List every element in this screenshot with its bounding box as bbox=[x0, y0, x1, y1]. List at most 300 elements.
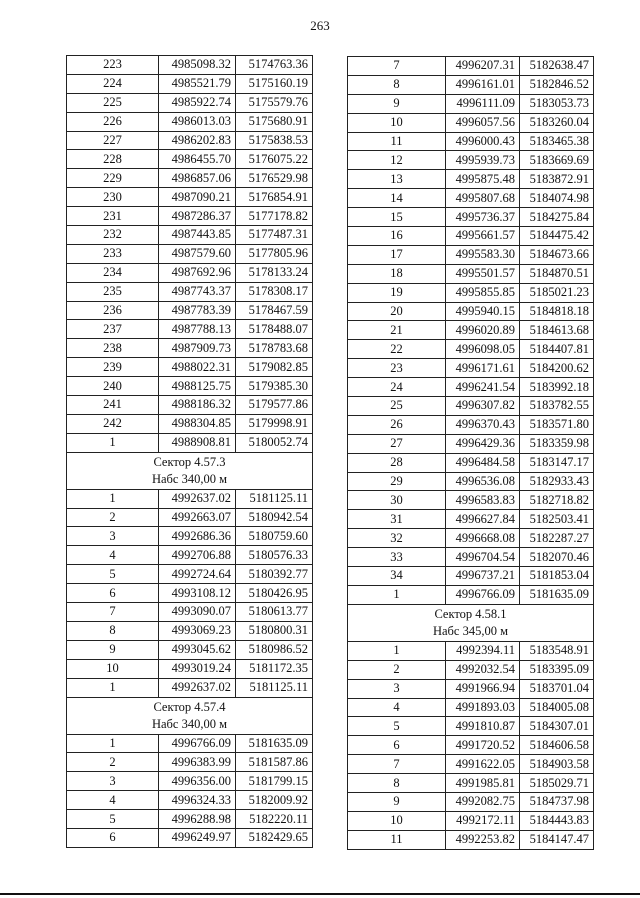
coordinate-x: 4996627.84 bbox=[446, 510, 520, 529]
coordinate-y: 5182429.65 bbox=[236, 828, 313, 847]
point-number: 17 bbox=[348, 245, 446, 264]
table-row bbox=[348, 774, 594, 793]
coordinate-y: 5180800.31 bbox=[236, 621, 313, 640]
table-row bbox=[348, 585, 594, 604]
coordinate-y: 5175160.19 bbox=[236, 74, 313, 93]
table-row bbox=[67, 565, 313, 584]
coordinate-x: 4996020.89 bbox=[446, 321, 520, 340]
point-number: 2 bbox=[348, 660, 446, 679]
table-row bbox=[67, 56, 313, 75]
point-number: 1 bbox=[348, 585, 446, 604]
coordinate-x: 4993090.07 bbox=[159, 603, 236, 622]
table-row bbox=[67, 320, 313, 339]
coordinate-x: 4991966.94 bbox=[446, 679, 520, 698]
coordinate-y: 5176854.91 bbox=[236, 188, 313, 207]
coordinate-y: 5184606.58 bbox=[520, 736, 594, 755]
coordinate-x: 4995855.85 bbox=[446, 283, 520, 302]
coordinate-y: 5182718.82 bbox=[520, 491, 594, 510]
coordinate-y: 5180426.95 bbox=[236, 584, 313, 603]
coordinate-y: 5182933.43 bbox=[520, 472, 594, 491]
coordinate-y: 5178783.68 bbox=[236, 339, 313, 358]
sector-title: Сектор 4.57.4 bbox=[153, 699, 226, 714]
point-number: 226 bbox=[67, 112, 159, 131]
sector-header-row bbox=[348, 604, 594, 641]
coordinate-y: 5185021.23 bbox=[520, 283, 594, 302]
point-number: 18 bbox=[348, 264, 446, 283]
point-number: 24 bbox=[348, 378, 446, 397]
coordinate-x: 4996241.54 bbox=[446, 378, 520, 397]
coordinate-y: 5181635.09 bbox=[520, 585, 594, 604]
coordinate-x: 4996484.58 bbox=[446, 453, 520, 472]
coordinate-y: 5175579.76 bbox=[236, 93, 313, 112]
sector-height: Набс 345,00 м bbox=[432, 623, 509, 638]
table-row bbox=[348, 698, 594, 717]
table-row bbox=[67, 263, 313, 282]
coordinate-x: 4992082.75 bbox=[446, 792, 520, 811]
table-row bbox=[67, 150, 313, 169]
coordinate-y: 5180759.60 bbox=[236, 527, 313, 546]
table-row bbox=[348, 755, 594, 774]
coordinate-x: 4992637.02 bbox=[159, 489, 236, 508]
coordinate-x: 4993069.23 bbox=[159, 621, 236, 640]
coordinate-y: 5179385.30 bbox=[236, 377, 313, 396]
coordinate-y: 5178467.59 bbox=[236, 301, 313, 320]
point-number: 234 bbox=[67, 263, 159, 282]
table-row bbox=[348, 415, 594, 434]
coordinate-x: 4992253.82 bbox=[446, 830, 520, 849]
coordinate-y: 5179998.91 bbox=[236, 414, 313, 433]
table-row bbox=[348, 321, 594, 340]
coordinate-y: 5183872.91 bbox=[520, 170, 594, 189]
coordinate-y: 5181125.11 bbox=[236, 489, 313, 508]
coordinate-y: 5177805.96 bbox=[236, 244, 313, 263]
coordinate-y: 5183571.80 bbox=[520, 415, 594, 434]
table-row bbox=[67, 226, 313, 245]
sector-height: Набс 340,00 м bbox=[151, 716, 228, 731]
coordinate-x: 4991810.87 bbox=[446, 717, 520, 736]
coordinate-x: 4985521.79 bbox=[159, 74, 236, 93]
coordinate-x: 4992637.02 bbox=[159, 678, 236, 697]
point-number: 227 bbox=[67, 131, 159, 150]
coordinate-y: 5175838.53 bbox=[236, 131, 313, 150]
coordinate-x: 4993045.62 bbox=[159, 640, 236, 659]
coordinate-y: 5183053.73 bbox=[520, 94, 594, 113]
point-number: 230 bbox=[67, 188, 159, 207]
table-row bbox=[348, 641, 594, 660]
coordinate-x: 4996668.08 bbox=[446, 529, 520, 548]
coordinate-x: 4995875.48 bbox=[446, 170, 520, 189]
coordinate-x: 4996536.08 bbox=[446, 472, 520, 491]
table-row bbox=[348, 151, 594, 170]
coordinate-y: 5181587.86 bbox=[236, 753, 313, 772]
coordinate-x: 4987783.39 bbox=[159, 301, 236, 320]
table-row bbox=[348, 830, 594, 849]
point-number: 16 bbox=[348, 227, 446, 246]
table-row bbox=[67, 169, 313, 188]
coordinate-x: 4995583.30 bbox=[446, 245, 520, 264]
table-row bbox=[348, 75, 594, 94]
coordinate-y: 5182846.52 bbox=[520, 75, 594, 94]
table-row bbox=[67, 433, 313, 452]
coordinate-x: 4996324.33 bbox=[159, 791, 236, 810]
table-row bbox=[67, 621, 313, 640]
coordinate-y: 5184074.98 bbox=[520, 189, 594, 208]
coordinate-x: 4996171.61 bbox=[446, 359, 520, 378]
point-number: 1 bbox=[348, 641, 446, 660]
point-number: 238 bbox=[67, 339, 159, 358]
point-number: 26 bbox=[348, 415, 446, 434]
point-number: 3 bbox=[348, 679, 446, 698]
point-number: 233 bbox=[67, 244, 159, 263]
point-number: 30 bbox=[348, 491, 446, 510]
coordinate-y: 5182503.41 bbox=[520, 510, 594, 529]
coordinate-y: 5183465.38 bbox=[520, 132, 594, 151]
point-number: 241 bbox=[67, 396, 159, 415]
coordinate-x: 4996766.09 bbox=[446, 585, 520, 604]
point-number: 10 bbox=[67, 659, 159, 678]
coordinate-x: 4996383.99 bbox=[159, 753, 236, 772]
table-row bbox=[67, 791, 313, 810]
coordinate-x: 4991985.81 bbox=[446, 774, 520, 793]
coordinate-y: 5182220.11 bbox=[236, 810, 313, 829]
point-number: 224 bbox=[67, 74, 159, 93]
point-number: 27 bbox=[348, 434, 446, 453]
table-row bbox=[348, 113, 594, 132]
point-number: 9 bbox=[348, 792, 446, 811]
coordinate-y: 5183395.09 bbox=[520, 660, 594, 679]
table-row bbox=[348, 264, 594, 283]
coordinate-x: 4992686.36 bbox=[159, 527, 236, 546]
table-row bbox=[67, 753, 313, 772]
table-row bbox=[348, 378, 594, 397]
coordinate-y: 5175680.91 bbox=[236, 112, 313, 131]
coordinate-x: 4987443.85 bbox=[159, 226, 236, 245]
coordinate-y: 5184200.62 bbox=[520, 359, 594, 378]
coordinate-y: 5180942.54 bbox=[236, 508, 313, 527]
table-row bbox=[67, 772, 313, 791]
coordinate-y: 5184673.66 bbox=[520, 245, 594, 264]
sector-header bbox=[67, 452, 313, 489]
coordinate-y: 5178488.07 bbox=[236, 320, 313, 339]
table-row bbox=[67, 74, 313, 93]
coordinate-x: 4996249.97 bbox=[159, 828, 236, 847]
table-row bbox=[348, 529, 594, 548]
coordinate-y: 5176075.22 bbox=[236, 150, 313, 169]
coordinate-x: 4995939.73 bbox=[446, 151, 520, 170]
point-number: 11 bbox=[348, 830, 446, 849]
point-number: 25 bbox=[348, 397, 446, 416]
table-row bbox=[67, 828, 313, 847]
point-number: 8 bbox=[348, 75, 446, 94]
table-row bbox=[67, 810, 313, 829]
coordinate-y: 5178308.17 bbox=[236, 282, 313, 301]
point-number: 232 bbox=[67, 226, 159, 245]
coordinate-x: 4996098.05 bbox=[446, 340, 520, 359]
coordinate-x: 4996161.01 bbox=[446, 75, 520, 94]
point-number: 7 bbox=[348, 755, 446, 774]
point-number: 12 bbox=[348, 151, 446, 170]
coordinate-x: 4985098.32 bbox=[159, 56, 236, 75]
coordinate-y: 5181799.15 bbox=[236, 772, 313, 791]
point-number: 21 bbox=[348, 321, 446, 340]
coordinate-y: 5183669.69 bbox=[520, 151, 594, 170]
table-row bbox=[348, 679, 594, 698]
coordinate-x: 4988908.81 bbox=[159, 433, 236, 452]
point-number: 6 bbox=[67, 584, 159, 603]
coordinate-x: 4986202.83 bbox=[159, 131, 236, 150]
point-number: 22 bbox=[348, 340, 446, 359]
table-row bbox=[348, 283, 594, 302]
coordinate-y: 5182009.92 bbox=[236, 791, 313, 810]
point-number: 229 bbox=[67, 169, 159, 188]
sector-header-row bbox=[67, 452, 313, 489]
point-number: 228 bbox=[67, 150, 159, 169]
coordinate-x: 4996737.21 bbox=[446, 567, 520, 586]
point-number: 33 bbox=[348, 548, 446, 567]
point-number: 239 bbox=[67, 358, 159, 377]
coordinate-x: 4993108.12 bbox=[159, 584, 236, 603]
coordinate-y: 5184307.01 bbox=[520, 717, 594, 736]
coordinate-x: 4988186.32 bbox=[159, 396, 236, 415]
coordinate-x: 4996583.83 bbox=[446, 491, 520, 510]
point-number: 5 bbox=[67, 565, 159, 584]
coordinate-x: 4996429.36 bbox=[446, 434, 520, 453]
point-number: 2 bbox=[67, 753, 159, 772]
point-number: 11 bbox=[348, 132, 446, 151]
table-row bbox=[67, 640, 313, 659]
point-number: 13 bbox=[348, 170, 446, 189]
point-number: 10 bbox=[348, 113, 446, 132]
coordinate-x: 4996356.00 bbox=[159, 772, 236, 791]
coordinate-x: 4996288.98 bbox=[159, 810, 236, 829]
table-row bbox=[67, 112, 313, 131]
coordinate-x: 4995501.57 bbox=[446, 264, 520, 283]
table-row bbox=[348, 94, 594, 113]
point-number: 9 bbox=[348, 94, 446, 113]
point-number: 7 bbox=[67, 603, 159, 622]
coordinate-y: 5181853.04 bbox=[520, 567, 594, 586]
coordinate-y: 5184407.81 bbox=[520, 340, 594, 359]
coordinate-x: 4986857.06 bbox=[159, 169, 236, 188]
point-number: 31 bbox=[348, 510, 446, 529]
coordinate-y: 5182287.27 bbox=[520, 529, 594, 548]
coordinate-y: 5182638.47 bbox=[520, 57, 594, 76]
point-number: 1 bbox=[67, 678, 159, 697]
coordinate-y: 5178133.24 bbox=[236, 263, 313, 282]
coordinate-x: 4992172.11 bbox=[446, 811, 520, 830]
point-number: 29 bbox=[348, 472, 446, 491]
coordinate-y: 5177487.31 bbox=[236, 226, 313, 245]
point-number: 23 bbox=[348, 359, 446, 378]
coordinate-y: 5184870.51 bbox=[520, 264, 594, 283]
coordinate-x: 4995661.57 bbox=[446, 227, 520, 246]
point-number: 225 bbox=[67, 93, 159, 112]
point-number: 20 bbox=[348, 302, 446, 321]
point-number: 4 bbox=[67, 791, 159, 810]
point-number: 9 bbox=[67, 640, 159, 659]
point-number: 4 bbox=[67, 546, 159, 565]
sector-header bbox=[67, 697, 313, 734]
table-row bbox=[348, 340, 594, 359]
point-number: 2 bbox=[67, 508, 159, 527]
coordinate-x: 4991720.52 bbox=[446, 736, 520, 755]
table-row bbox=[348, 227, 594, 246]
coordinate-y: 5181172.35 bbox=[236, 659, 313, 678]
table-row bbox=[348, 434, 594, 453]
point-number: 28 bbox=[348, 453, 446, 472]
point-number: 1 bbox=[67, 433, 159, 452]
point-number: 223 bbox=[67, 56, 159, 75]
coordinate-y: 5183147.17 bbox=[520, 453, 594, 472]
coordinate-y: 5184005.08 bbox=[520, 698, 594, 717]
point-number: 14 bbox=[348, 189, 446, 208]
point-number: 3 bbox=[67, 772, 159, 791]
point-number: 19 bbox=[348, 283, 446, 302]
coordinate-y: 5181125.11 bbox=[236, 678, 313, 697]
table-row bbox=[67, 358, 313, 377]
coordinate-y: 5180986.52 bbox=[236, 640, 313, 659]
coordinate-y: 5184737.98 bbox=[520, 792, 594, 811]
table-row bbox=[348, 660, 594, 679]
coordinate-y: 5180392.77 bbox=[236, 565, 313, 584]
coordinate-y: 5183782.55 bbox=[520, 397, 594, 416]
coordinate-y: 5183260.04 bbox=[520, 113, 594, 132]
table-row bbox=[67, 282, 313, 301]
coordinate-y: 5177178.82 bbox=[236, 207, 313, 226]
point-number: 237 bbox=[67, 320, 159, 339]
coordinate-x: 4991622.05 bbox=[446, 755, 520, 774]
coordinate-y: 5179082.85 bbox=[236, 358, 313, 377]
table-row bbox=[67, 659, 313, 678]
table-row bbox=[348, 567, 594, 586]
coordinate-x: 4996704.54 bbox=[446, 548, 520, 567]
table-row bbox=[348, 510, 594, 529]
sector-header-row bbox=[67, 697, 313, 734]
coordinate-x: 4988022.31 bbox=[159, 358, 236, 377]
sector-height: Набс 340,00 м bbox=[151, 471, 228, 486]
point-number: 235 bbox=[67, 282, 159, 301]
coordinate-x: 4988125.75 bbox=[159, 377, 236, 396]
coordinate-x: 4987579.60 bbox=[159, 244, 236, 263]
table-row bbox=[348, 792, 594, 811]
table-row bbox=[348, 208, 594, 227]
point-number: 5 bbox=[67, 810, 159, 829]
coordinate-x: 4987909.73 bbox=[159, 339, 236, 358]
coordinate-y: 5184475.42 bbox=[520, 227, 594, 246]
coordinate-x: 4992663.07 bbox=[159, 508, 236, 527]
table-row bbox=[67, 508, 313, 527]
point-number: 236 bbox=[67, 301, 159, 320]
coordinate-y: 5184147.47 bbox=[520, 830, 594, 849]
coordinate-y: 5184613.68 bbox=[520, 321, 594, 340]
point-number: 231 bbox=[67, 207, 159, 226]
table-row bbox=[348, 548, 594, 567]
coordinate-y: 5176529.98 bbox=[236, 169, 313, 188]
table-row bbox=[67, 188, 313, 207]
coordinate-x: 4987743.37 bbox=[159, 282, 236, 301]
coordinate-x: 4987286.37 bbox=[159, 207, 236, 226]
table-row bbox=[67, 414, 313, 433]
coordinate-x: 4986455.70 bbox=[159, 150, 236, 169]
coordinate-y: 5184818.18 bbox=[520, 302, 594, 321]
table-row bbox=[67, 396, 313, 415]
point-number: 5 bbox=[348, 717, 446, 736]
table-row bbox=[67, 678, 313, 697]
coordinate-x: 4995736.37 bbox=[446, 208, 520, 227]
point-number: 4 bbox=[348, 698, 446, 717]
coordinate-x: 4985922.74 bbox=[159, 93, 236, 112]
coordinate-x: 4992724.64 bbox=[159, 565, 236, 584]
table-row bbox=[348, 397, 594, 416]
coordinate-x: 4992706.88 bbox=[159, 546, 236, 565]
coordinate-x: 4992394.11 bbox=[446, 641, 520, 660]
sector-title: Сектор 4.58.1 bbox=[434, 606, 507, 621]
coordinate-y: 5181635.09 bbox=[236, 734, 313, 753]
coordinate-x: 4992032.54 bbox=[446, 660, 520, 679]
coordinate-x: 4993019.24 bbox=[159, 659, 236, 678]
point-number: 10 bbox=[348, 811, 446, 830]
table-row bbox=[348, 453, 594, 472]
coordinate-y: 5184275.84 bbox=[520, 208, 594, 227]
coordinate-y: 5184903.58 bbox=[520, 755, 594, 774]
coordinate-y: 5180613.77 bbox=[236, 603, 313, 622]
point-number: 242 bbox=[67, 414, 159, 433]
table-row bbox=[348, 472, 594, 491]
coordinate-y: 5183548.91 bbox=[520, 641, 594, 660]
coordinate-x: 4996766.09 bbox=[159, 734, 236, 753]
table-row bbox=[67, 527, 313, 546]
coordinate-x: 4996000.43 bbox=[446, 132, 520, 151]
table-row bbox=[348, 736, 594, 755]
coordinates-table-right bbox=[347, 56, 594, 850]
coordinate-x: 4996057.56 bbox=[446, 113, 520, 132]
point-number: 1 bbox=[67, 489, 159, 508]
table-row bbox=[348, 170, 594, 189]
table-row bbox=[348, 132, 594, 151]
point-number: 1 bbox=[67, 734, 159, 753]
table-row bbox=[348, 57, 594, 76]
coordinate-y: 5183359.98 bbox=[520, 434, 594, 453]
point-number: 8 bbox=[348, 774, 446, 793]
coordinate-y: 5183992.18 bbox=[520, 378, 594, 397]
point-number: 6 bbox=[348, 736, 446, 755]
table-row bbox=[348, 359, 594, 378]
point-number: 15 bbox=[348, 208, 446, 227]
coordinate-x: 4988304.85 bbox=[159, 414, 236, 433]
page-number: 263 bbox=[310, 18, 330, 33]
coordinate-y: 5174763.36 bbox=[236, 56, 313, 75]
table-row bbox=[67, 244, 313, 263]
point-number: 32 bbox=[348, 529, 446, 548]
table-row bbox=[67, 377, 313, 396]
coordinate-y: 5183701.04 bbox=[520, 679, 594, 698]
coordinate-y: 5184443.83 bbox=[520, 811, 594, 830]
coordinate-x: 4995807.68 bbox=[446, 189, 520, 208]
coordinate-x: 4987692.96 bbox=[159, 263, 236, 282]
table-row bbox=[67, 546, 313, 565]
page-bottom-edge bbox=[0, 893, 640, 895]
coordinate-x: 4991893.03 bbox=[446, 698, 520, 717]
coordinate-x: 4995940.15 bbox=[446, 302, 520, 321]
coordinates-table-left bbox=[66, 55, 313, 848]
coordinate-y: 5180052.74 bbox=[236, 433, 313, 452]
table-row bbox=[348, 245, 594, 264]
table-row bbox=[67, 584, 313, 603]
coordinate-y: 5182070.46 bbox=[520, 548, 594, 567]
point-number: 3 bbox=[67, 527, 159, 546]
table-row bbox=[348, 189, 594, 208]
coordinate-x: 4987788.13 bbox=[159, 320, 236, 339]
